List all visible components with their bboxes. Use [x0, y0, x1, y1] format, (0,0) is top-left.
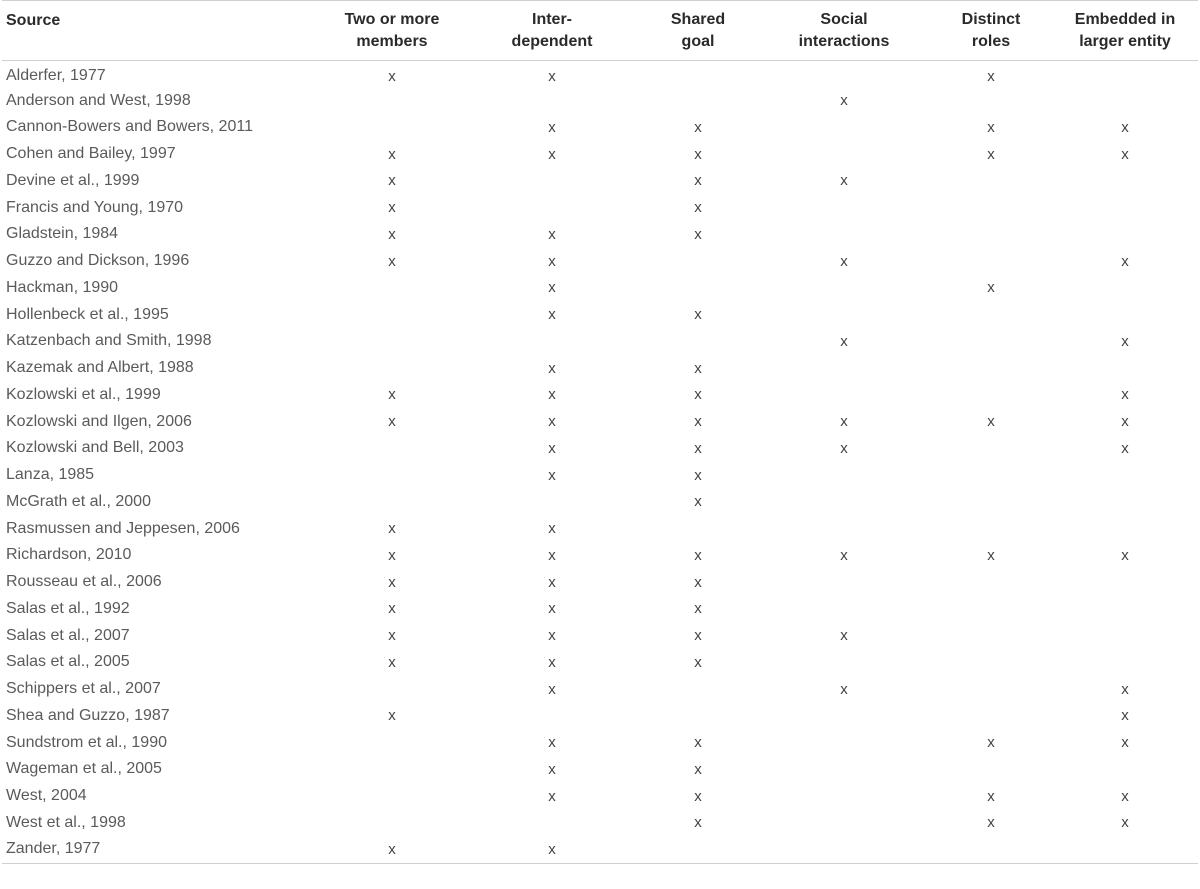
- source-cell: Hackman, 1990: [6, 278, 119, 296]
- inter-dependent-cell: [466, 810, 638, 837]
- table-row: [2, 435, 1198, 462]
- inter-dependent-cell: x: [548, 760, 556, 778]
- two-or-more-members-cell: [318, 301, 466, 328]
- inter-dependent-cell: x: [548, 67, 556, 85]
- header-shared-goal: Shared goal: [638, 1, 758, 61]
- embedded-in-larger-entity-cell: [1052, 61, 1198, 88]
- two-or-more-members-cell: [318, 783, 466, 810]
- distinct-roles-cell: [930, 836, 1052, 863]
- shared-goal-cell: x: [694, 439, 702, 457]
- shared-goal-cell: [638, 515, 758, 542]
- source-cell: Gladstein, 1984: [6, 225, 119, 243]
- two-or-more-members-cell: [318, 328, 466, 355]
- shared-goal-cell: x: [694, 653, 702, 671]
- header-distinct-roles: Distinct roles: [930, 1, 1052, 61]
- two-or-more-members-cell: [318, 729, 466, 756]
- social-interactions-cell: [758, 355, 930, 382]
- social-interactions-cell: [758, 836, 930, 863]
- shared-goal-cell: [638, 248, 758, 275]
- social-interactions-cell: x: [840, 332, 848, 350]
- shared-goal-cell: x: [694, 172, 702, 190]
- two-or-more-members-cell: [318, 756, 466, 783]
- shared-goal-cell: x: [694, 118, 702, 136]
- inter-dependent-cell: x: [548, 573, 556, 591]
- two-or-more-members-cell: [318, 355, 466, 382]
- social-interactions-cell: [758, 596, 930, 623]
- social-interactions-cell: [758, 810, 930, 837]
- social-interactions-cell: [758, 141, 930, 168]
- two-or-more-members-cell: x: [318, 836, 466, 863]
- table-row: [2, 729, 1198, 756]
- social-interactions-cell: x: [840, 439, 848, 457]
- distinct-roles-cell: x: [987, 546, 995, 564]
- two-or-more-members-cell: [318, 462, 466, 489]
- table-row: [2, 275, 1198, 302]
- shared-goal-cell: [638, 61, 758, 88]
- social-interactions-cell: [758, 221, 930, 248]
- shared-goal-cell: x: [694, 734, 702, 752]
- table-row: [2, 87, 1198, 114]
- embedded-in-larger-entity-cell: x: [1121, 413, 1129, 431]
- distinct-roles-cell: x: [987, 787, 995, 805]
- distinct-roles-cell: x: [987, 279, 995, 297]
- embedded-in-larger-entity-cell: [1052, 756, 1198, 783]
- distinct-roles-cell: [930, 515, 1052, 542]
- shared-goal-cell: x: [694, 546, 702, 564]
- distinct-roles-cell: x: [987, 67, 995, 85]
- table-row: [2, 596, 1198, 623]
- two-or-more-members-cell: [318, 676, 466, 703]
- inter-dependent-cell: x: [548, 439, 556, 457]
- two-or-more-members-cell: x: [388, 653, 396, 671]
- shared-goal-cell: x: [694, 814, 702, 832]
- two-or-more-members-cell: x: [388, 145, 396, 163]
- header-social-interactions: Social interactions: [758, 1, 930, 61]
- source-cell: Anderson and West, 1998: [6, 91, 191, 109]
- distinct-roles-cell: [930, 435, 1052, 462]
- two-or-more-members-cell: x: [388, 225, 396, 243]
- source-cell: Rousseau et al., 2006: [6, 573, 162, 591]
- distinct-roles-cell: [930, 328, 1052, 355]
- table-row: [2, 756, 1198, 783]
- distinct-roles-cell: [930, 489, 1052, 516]
- inter-dependent-cell: [466, 168, 638, 195]
- table-row: [2, 248, 1198, 275]
- shared-goal-cell: [638, 703, 758, 730]
- shared-goal-cell: x: [694, 359, 702, 377]
- social-interactions-cell: [758, 194, 930, 221]
- embedded-in-larger-entity-cell: x: [1121, 546, 1129, 564]
- table-body: [2, 61, 1198, 864]
- shared-goal-cell: [638, 676, 758, 703]
- shared-goal-cell: x: [694, 466, 702, 484]
- two-or-more-members-cell: x: [388, 199, 396, 217]
- source-cell: West, 2004: [6, 787, 87, 805]
- embedded-in-larger-entity-cell: [1052, 87, 1198, 114]
- source-cell: Cohen and Bailey, 1997: [6, 145, 176, 163]
- table-row: [2, 622, 1198, 649]
- social-interactions-cell: [758, 649, 930, 676]
- table-row: [2, 783, 1198, 810]
- distinct-roles-cell: [930, 622, 1052, 649]
- embedded-in-larger-entity-cell: [1052, 301, 1198, 328]
- distinct-roles-cell: [930, 649, 1052, 676]
- table-row: [2, 141, 1198, 168]
- table-row: [2, 382, 1198, 409]
- table-row: [2, 542, 1198, 569]
- source-cell: Salas et al., 1992: [6, 599, 130, 617]
- table-header-row: [2, 1, 1198, 61]
- social-interactions-cell: [758, 783, 930, 810]
- inter-dependent-cell: x: [548, 118, 556, 136]
- inter-dependent-cell: x: [548, 252, 556, 270]
- shared-goal-cell: x: [694, 306, 702, 324]
- social-interactions-cell: [758, 729, 930, 756]
- source-cell: Salas et al., 2005: [6, 653, 130, 671]
- distinct-roles-cell: [930, 382, 1052, 409]
- table-row: [2, 836, 1198, 863]
- embedded-in-larger-entity-cell: [1052, 515, 1198, 542]
- table-row: [2, 61, 1198, 88]
- embedded-in-larger-entity-cell: [1052, 569, 1198, 596]
- two-or-more-members-cell: x: [388, 386, 396, 404]
- table-row: [2, 489, 1198, 516]
- two-or-more-members-cell: [318, 435, 466, 462]
- source-cell: Sundstrom et al., 1990: [6, 733, 167, 751]
- inter-dependent-cell: [466, 328, 638, 355]
- two-or-more-members-cell: [318, 275, 466, 302]
- table-row: [2, 194, 1198, 221]
- source-cell: Rasmussen and Jeppesen, 2006: [6, 519, 240, 537]
- header-two-or-more-members: Two or more members: [318, 1, 466, 61]
- embedded-in-larger-entity-cell: x: [1121, 332, 1129, 350]
- shared-goal-cell: x: [694, 627, 702, 645]
- shared-goal-cell: [638, 836, 758, 863]
- inter-dependent-cell: [466, 194, 638, 221]
- social-interactions-cell: x: [840, 92, 848, 110]
- team-definitions-table: [2, 0, 1198, 864]
- social-interactions-cell: [758, 489, 930, 516]
- inter-dependent-cell: x: [548, 306, 556, 324]
- source-cell: West et al., 1998: [6, 813, 126, 831]
- distinct-roles-cell: [930, 676, 1052, 703]
- distinct-roles-cell: [930, 703, 1052, 730]
- distinct-roles-cell: [930, 569, 1052, 596]
- shared-goal-cell: [638, 328, 758, 355]
- embedded-in-larger-entity-cell: x: [1121, 252, 1129, 270]
- source-cell: Hollenbeck et al., 1995: [6, 305, 169, 323]
- embedded-in-larger-entity-cell: x: [1121, 734, 1129, 752]
- source-cell: Guzzo and Dickson, 1996: [6, 252, 190, 270]
- embedded-in-larger-entity-cell: x: [1121, 118, 1129, 136]
- embedded-in-larger-entity-cell: [1052, 355, 1198, 382]
- social-interactions-cell: [758, 275, 930, 302]
- inter-dependent-cell: x: [548, 466, 556, 484]
- distinct-roles-cell: [930, 355, 1052, 382]
- distinct-roles-cell: x: [987, 734, 995, 752]
- shared-goal-cell: [638, 275, 758, 302]
- two-or-more-members-cell: [318, 87, 466, 114]
- shared-goal-cell: x: [694, 493, 702, 511]
- table-row: [2, 355, 1198, 382]
- inter-dependent-cell: [466, 87, 638, 114]
- two-or-more-members-cell: x: [388, 627, 396, 645]
- distinct-roles-cell: [930, 194, 1052, 221]
- source-cell: McGrath et al., 2000: [6, 492, 151, 510]
- source-cell: Richardson, 2010: [6, 546, 132, 564]
- shared-goal-cell: x: [694, 573, 702, 591]
- shared-goal-cell: x: [694, 600, 702, 618]
- source-cell: Francis and Young, 1970: [6, 198, 184, 216]
- source-cell: Cannon-Bowers and Bowers, 2011: [6, 118, 253, 136]
- source-cell: Katzenbach and Smith, 1998: [6, 332, 212, 350]
- distinct-roles-cell: [930, 301, 1052, 328]
- two-or-more-members-cell: x: [388, 172, 396, 190]
- table-row: [2, 408, 1198, 435]
- social-interactions-cell: [758, 382, 930, 409]
- embedded-in-larger-entity-cell: [1052, 275, 1198, 302]
- embedded-in-larger-entity-cell: [1052, 622, 1198, 649]
- two-or-more-members-cell: x: [388, 707, 396, 725]
- inter-dependent-cell: x: [548, 145, 556, 163]
- inter-dependent-cell: x: [548, 600, 556, 618]
- social-interactions-cell: [758, 61, 930, 88]
- two-or-more-members-cell: x: [388, 252, 396, 270]
- distinct-roles-cell: [930, 756, 1052, 783]
- inter-dependent-cell: [466, 489, 638, 516]
- inter-dependent-cell: x: [548, 787, 556, 805]
- two-or-more-members-cell: [318, 810, 466, 837]
- two-or-more-members-cell: x: [388, 67, 396, 85]
- source-cell: Shea and Guzzo, 1987: [6, 706, 170, 724]
- embedded-in-larger-entity-cell: [1052, 462, 1198, 489]
- source-cell: Kozlowski and Bell, 2003: [6, 439, 184, 457]
- source-cell: Devine et al., 1999: [6, 171, 140, 189]
- table-row: [2, 462, 1198, 489]
- shared-goal-cell: x: [694, 386, 702, 404]
- table-row: [2, 569, 1198, 596]
- shared-goal-cell: x: [694, 760, 702, 778]
- social-interactions-cell: [758, 569, 930, 596]
- source-cell: Schippers et al., 2007: [6, 680, 161, 698]
- source-cell: Kazemak and Albert, 1988: [6, 359, 194, 377]
- embedded-in-larger-entity-cell: [1052, 168, 1198, 195]
- embedded-in-larger-entity-cell: x: [1121, 145, 1129, 163]
- distinct-roles-cell: [930, 87, 1052, 114]
- social-interactions-cell: [758, 301, 930, 328]
- distinct-roles-cell: x: [987, 413, 995, 431]
- two-or-more-members-cell: [318, 114, 466, 141]
- social-interactions-cell: [758, 756, 930, 783]
- inter-dependent-cell: x: [548, 734, 556, 752]
- header-inter-dependent: Inter- dependent: [466, 1, 638, 61]
- inter-dependent-cell: x: [548, 279, 556, 297]
- two-or-more-members-cell: x: [388, 546, 396, 564]
- social-interactions-cell: [758, 703, 930, 730]
- social-interactions-cell: x: [840, 252, 848, 270]
- source-cell: Alderfer, 1977: [6, 67, 106, 85]
- table-row: [2, 649, 1198, 676]
- social-interactions-cell: x: [840, 546, 848, 564]
- inter-dependent-cell: x: [548, 386, 556, 404]
- embedded-in-larger-entity-cell: [1052, 836, 1198, 863]
- embedded-in-larger-entity-cell: [1052, 221, 1198, 248]
- distinct-roles-cell: [930, 462, 1052, 489]
- distinct-roles-cell: [930, 221, 1052, 248]
- two-or-more-members-cell: x: [388, 413, 396, 431]
- distinct-roles-cell: [930, 596, 1052, 623]
- inter-dependent-cell: x: [548, 680, 556, 698]
- source-cell: Kozlowski et al., 1999: [6, 385, 161, 403]
- source-cell: Kozlowski and Ilgen, 2006: [6, 412, 192, 430]
- inter-dependent-cell: x: [548, 546, 556, 564]
- header-embedded-in-larger-entity: Embedded in larger entity: [1052, 1, 1198, 61]
- shared-goal-cell: [638, 87, 758, 114]
- social-interactions-cell: [758, 114, 930, 141]
- shared-goal-cell: x: [694, 787, 702, 805]
- table-row: [2, 221, 1198, 248]
- source-cell: Zander, 1977: [2, 836, 318, 863]
- table-row: [2, 676, 1198, 703]
- embedded-in-larger-entity-cell: [1052, 649, 1198, 676]
- table-row: [2, 703, 1198, 730]
- social-interactions-cell: [758, 515, 930, 542]
- shared-goal-cell: x: [694, 225, 702, 243]
- distinct-roles-cell: x: [987, 145, 995, 163]
- distinct-roles-cell: [930, 248, 1052, 275]
- inter-dependent-cell: x: [548, 413, 556, 431]
- inter-dependent-cell: [466, 703, 638, 730]
- social-interactions-cell: x: [840, 627, 848, 645]
- social-interactions-cell: x: [840, 413, 848, 431]
- header-source: Source: [2, 1, 318, 61]
- embedded-in-larger-entity-cell: x: [1121, 707, 1129, 725]
- two-or-more-members-cell: x: [388, 520, 396, 538]
- shared-goal-cell: x: [694, 413, 702, 431]
- distinct-roles-cell: x: [987, 118, 995, 136]
- social-interactions-cell: x: [840, 680, 848, 698]
- table-row: [2, 515, 1198, 542]
- table-row: [2, 301, 1198, 328]
- inter-dependent-cell: x: [548, 359, 556, 377]
- embedded-in-larger-entity-cell: x: [1121, 439, 1129, 457]
- two-or-more-members-cell: [318, 489, 466, 516]
- embedded-in-larger-entity-cell: x: [1121, 680, 1129, 698]
- embedded-in-larger-entity-cell: [1052, 596, 1198, 623]
- two-or-more-members-cell: x: [388, 600, 396, 618]
- table-row: [2, 168, 1198, 195]
- shared-goal-cell: x: [694, 199, 702, 217]
- source-cell: Lanza, 1985: [6, 466, 95, 484]
- embedded-in-larger-entity-cell: x: [1121, 787, 1129, 805]
- two-or-more-members-cell: x: [388, 573, 396, 591]
- embedded-in-larger-entity-cell: x: [1121, 386, 1129, 404]
- inter-dependent-cell: x: [548, 627, 556, 645]
- distinct-roles-cell: [930, 168, 1052, 195]
- embedded-in-larger-entity-cell: [1052, 194, 1198, 221]
- inter-dependent-cell: x: [548, 653, 556, 671]
- inter-dependent-cell: x: [548, 225, 556, 243]
- distinct-roles-cell: x: [987, 814, 995, 832]
- source-cell: Salas et al., 2007: [6, 626, 130, 644]
- table-row: [2, 114, 1198, 141]
- inter-dependent-cell: x: [548, 520, 556, 538]
- shared-goal-cell: x: [694, 145, 702, 163]
- table-row: [2, 328, 1198, 355]
- source-cell: Wageman et al., 2005: [6, 760, 162, 778]
- social-interactions-cell: [758, 462, 930, 489]
- inter-dependent-cell: x: [466, 836, 638, 863]
- embedded-in-larger-entity-cell: x: [1121, 814, 1129, 832]
- social-interactions-cell: x: [840, 172, 848, 190]
- table-row: [2, 810, 1198, 837]
- embedded-in-larger-entity-cell: [1052, 489, 1198, 516]
